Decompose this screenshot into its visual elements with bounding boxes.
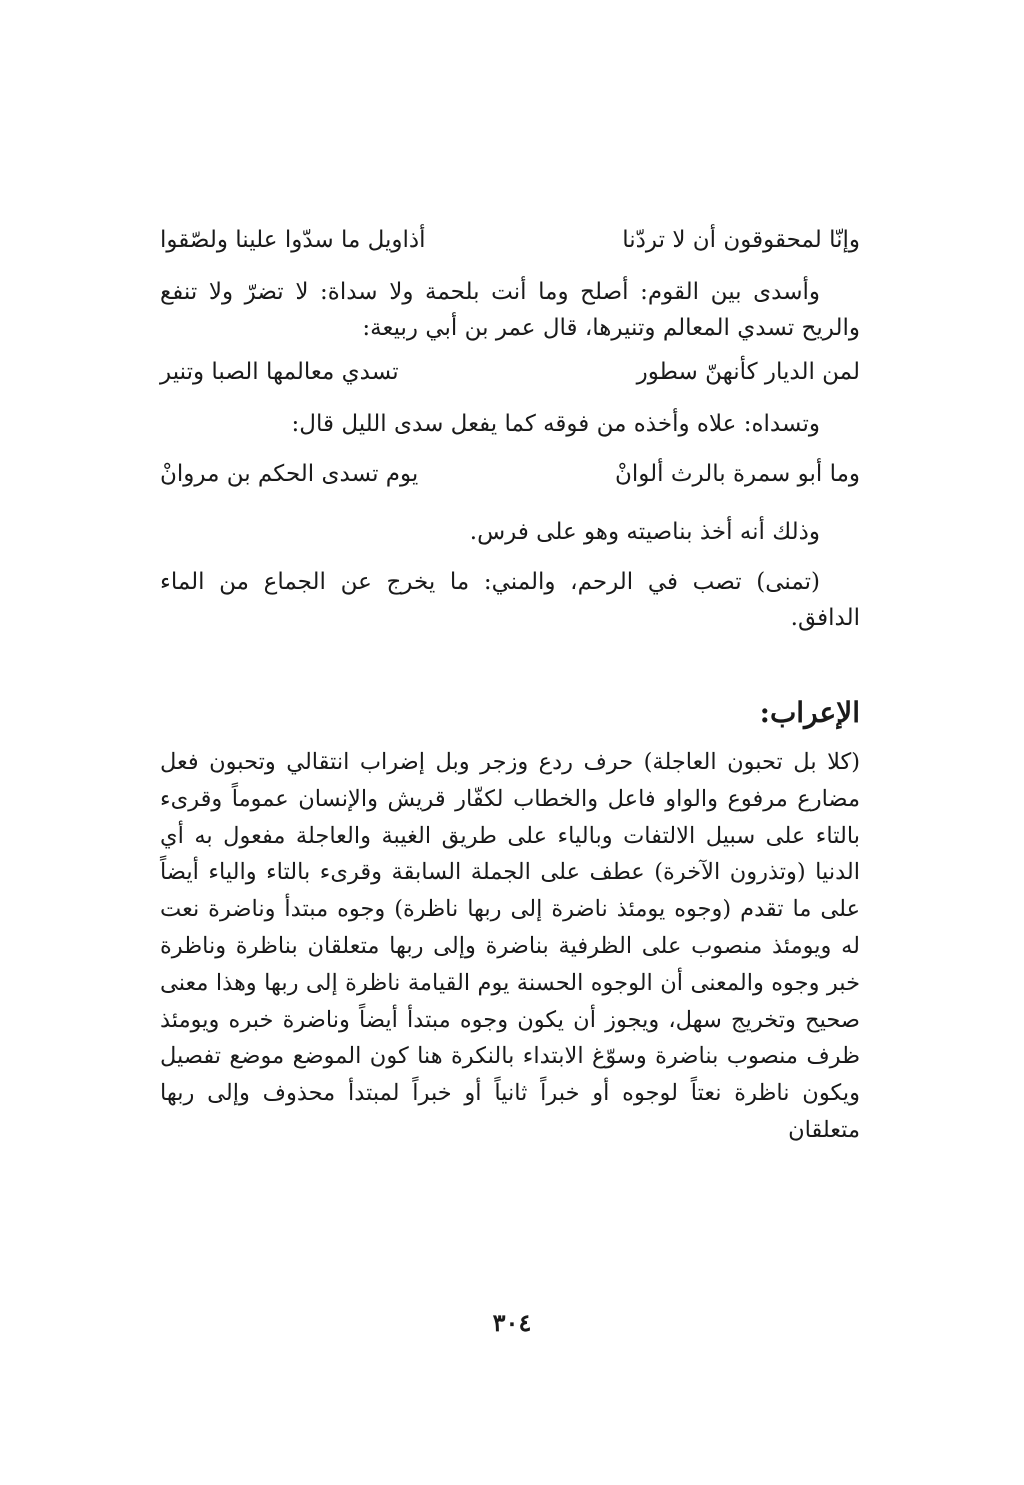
page-number: ٣٠٤ [492,1308,532,1337]
verse-second-hemistich: أذاويل ما سدّوا علينا ولصّقوا [160,227,426,253]
page-content [160,222,860,1149]
poem-verse [160,354,860,398]
section-heading-irab: الإعراب: [759,696,860,729]
verse-second-hemistich: يوم تسدى الحكم بن مروانْ [160,461,419,487]
poem-verse [160,456,860,500]
verse-first-hemistich: لمن الديار كأنهنّ سطور [636,359,860,385]
verse-first-hemistich: وإنّا لمحقوقون أن لا تردّنا [622,227,860,253]
verse-first-hemistich: وما أبو سمرة بالرث ألوانْ [615,461,860,487]
paragraph-asda: وأسدى بين القوم: أصلح وما أنت بلحمة ولا سداة: لا تضرّ ولا تنفع والريح تسدي المعالم وتنيرها، قال عمر بن أبي ربيعة: [160,279,860,341]
verse-second-hemistich: تسدي معالمها الصبا وتنير [160,359,399,385]
paragraph-tasaddah: وتسداه: علاه وأخذه من فوقه كما يفعل سدى الليل قال: [291,411,820,437]
poem-verse [160,222,860,266]
paragraph-tumna: (تمنى) تصب في الرحم، والمني: ما يخرج عن الجماع من الماء الدافق. [160,569,860,631]
irab-paragraph: (كلا بل تحبون العاجلة) حرف ردع وزجر وبل إضراب انتقالي وتحبون فعل مضارع مرفوع والواو فاعل والخطاب لكفّار قريش والإنسان عموماً وقرىء بالتاء على سبيل الالتفات وبالياء على طريق الغيبة والعاجلة مفعول به أي الدنيا (وتذرون الآخرة) عطف على الجملة السابقة وقرىء بالتاء والياء أيضاً على ما تقدم (وجوه يومئذ ناضرة إلى ربها ناظرة) وجوه مبتدأ وناضرة نعت له ويومئذ منصوب على الظرفية بناضرة وإلى ربها متعلقان بناظرة وناظرة خبر وجوه والمعنى أن الوجوه الحسنة يوم القيامة ناظرة إلى ربها وهذا معنى صحيح وتخريج سهل، ويجوز أن يكون وجوه مبتدأ أيضاً وناضرة خبره ويومئذ ظرف منصوب بناضرة وسوّغ الابتداء بالنكرة هنا كون الموضع موضع تفصيل ويكون ناظرة نعتاً لوجوه أو خبراً ثانياً أو خبراً لمبتدأ محذوف وإلى ربها متعلقان [160,749,860,1143]
paragraph-dhalik: وذلك أنه أخذ بناصيته وهو على فرس. [469,519,820,545]
